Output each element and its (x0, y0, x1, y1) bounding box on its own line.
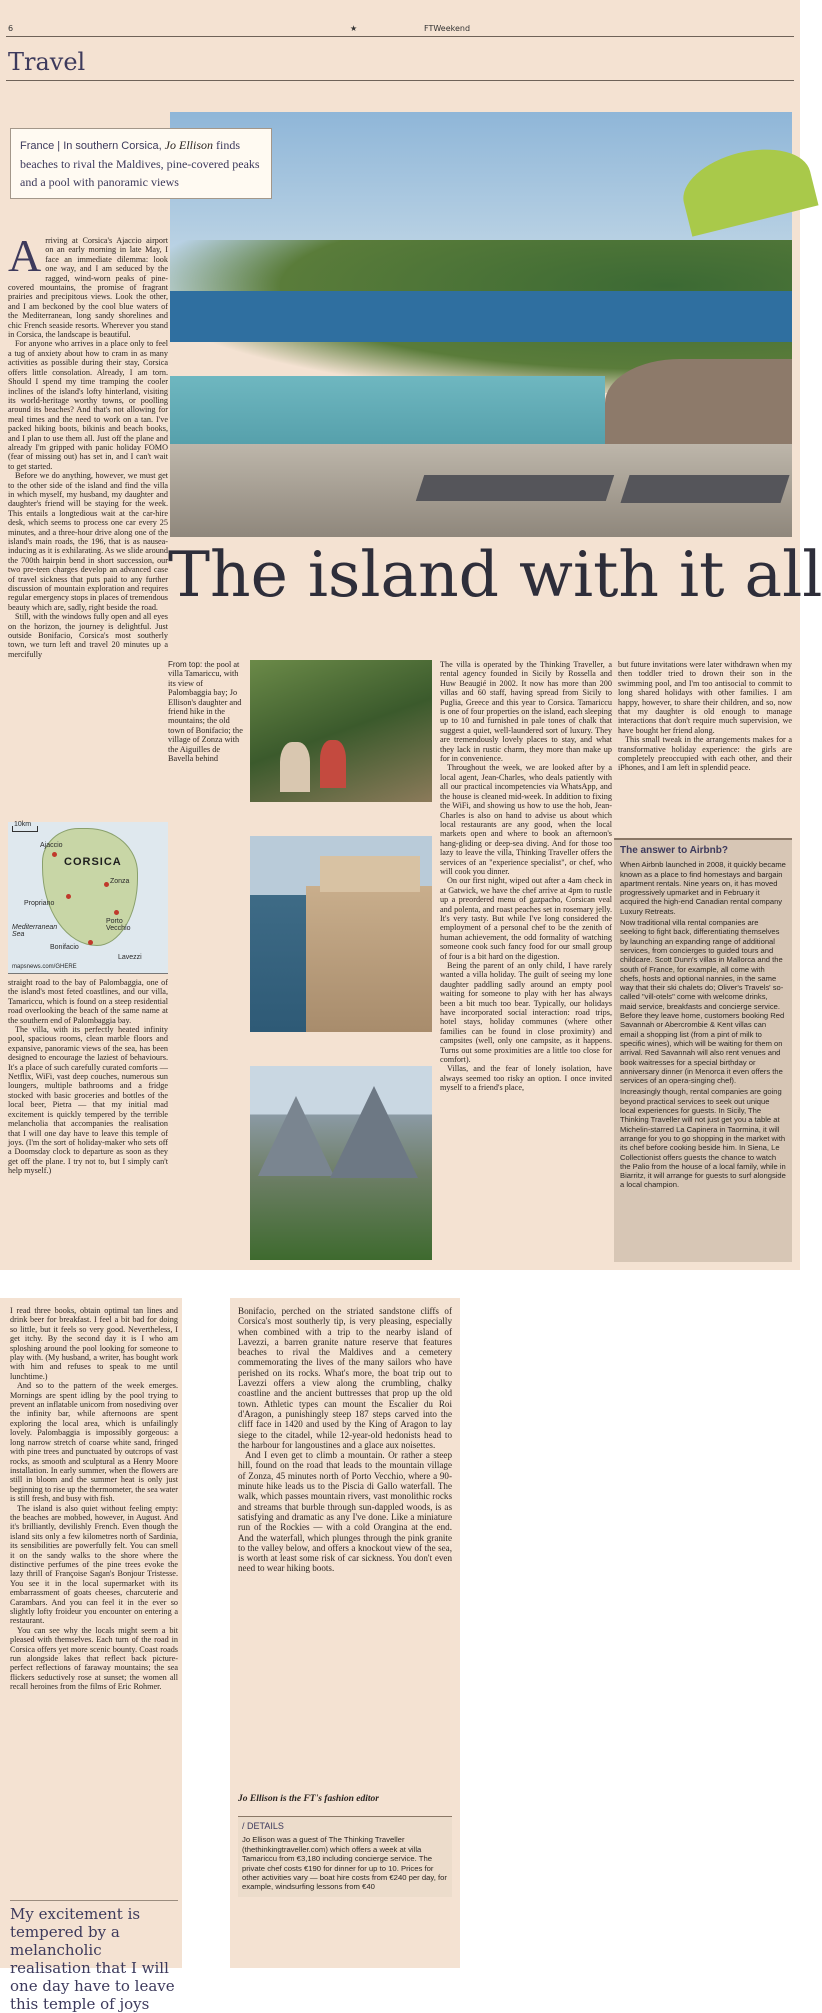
continuation-right (230, 1298, 460, 1968)
edition-label: FTWeekend (424, 24, 471, 33)
header-rule (6, 36, 794, 37)
article-column-3: but future invitations were later withdrawn when my then toddler tried to drown their son in the swimming pool, and I'm too antisocial to commit to long shared holidays with other families. I am happy, however, to share their children, and so, now that my daughter is old enough to manage interactions that don't require much supervision, we have bought her friend along. This small tweak in the arrangements makes for a transformative holiday experience: the girls are completely preoccupied with each other, and their iPhones, and I am left in splendid peace. (618, 660, 792, 773)
page-number: 6 (8, 24, 14, 33)
article-column-1-continued: straight road to the bay of Palombaggia, one of the island's most feted coastlines, and our villa, Tamariccu, which is found on a steep residential road overlooking the beach of the same name at the southern end of Palombaggia bay. The villa, with its perfectly heated infinity pool, spacious rooms, clean marble floors and expansive, panoramic views of the sea, has been designed to encourage the laziest of behaviours. It's a place of such carefully curated comforts — Netflix, WiFi, vast deep couches, numerous sun loungers, multiple bathrooms and a fridge stocked with basic groceries and bottles of the local beer, Pietra — that my initial mad excitement is quickly tempered by the terrible melancholia that accompanies the realisation that I will one day have to leave this temple of joys. (I'm the sort of holiday-maker who sets off a Doomsday clock to departure as soon as they get off the plane. I try not to, but I simply can't help myself.) (8, 978, 168, 1176)
section-rule (6, 80, 794, 81)
map-title: CORSICA (64, 856, 122, 868)
drop-cap: A (8, 230, 42, 281)
standfirst-author: Jo Ellison (164, 138, 213, 152)
pull-quote: My excitement is tempered by a melancholic realisation that I will one day have to leave this temple of joys (10, 1900, 178, 2013)
continuation-right-text: Bonifacio, perched on the striated sandstone cliffs of Corsica's most southerly tip, is very pleasing, especially when combined with a trip to the nearby island of Lavezzi, a barren granite nature reserve that features beaches to rival the Maldives and a cemetery commemorating the lives of the many sailors who have perished on its rocks. What's more, the boat trip out to Lavezzi offers a view along the crumbling, chalky coastline and the ancient buttresses that prop up the old town. Athletic types can mount the Escalier du Roi d'Aragon, a punishingly steep 187 steps carved into the cliff face in 1420 and used by the King of Aragon to lay siege to the citadel, while 12-year-old hedonists head to the harbour for langoustines and a glace aux noisettes. And I even get to climb a mountain. Or rather a steep hill, found on the road that leads to the mountain village of Zonza, 45 minutes north of Porto Vecchio, where a 90-minute hike leads us to the Piscia di Gallo waterfall. The walk, which passes mountain rivers, vast monolithic rocks and streams that burble through sun-dappled woods, is as satisfying and dramatic as any I've done. Like a miniature run of the Rockies — with a cold Orangina at the end. And the waterfall, which plunges through the pink granite to the valley below, and offers a knockout view of the sea, is worth at least some risk of car sickness. You don't even need to wear hiking boots. (238, 1306, 452, 1574)
corsica-map: 10km CORSICA Ajaccio Propriano Zonza Porto Vecchio Bonifacio Lavezzi Mediterranean Sea mapsnews.com/GHERE (8, 822, 168, 974)
details-box (238, 1816, 452, 1897)
continuation-left (0, 1298, 182, 2013)
article-column-2: The villa is operated by the Thinking Traveller, a rental agency founded in Sicily by Rossella and Huw Beaugié in 2002. It now has more than 200 villas and 60 staff, having spread from Sicily to Puglia, Greece and this year to Corsica. Tamariccu is one of four properties on the island, each sleeping up to 10 and furnished in pale tones of chalk that suggest a quiet, well-laundered sort of luxury. They are tremendously lovely places to stay, and what they lack in rustic charm, they more than make up for in convenience. Throughout the week, we are looked after by a local agent, Jean-Charles, who deals patiently with all our practical incompetencies via WhatsApp, and the house is cleaned mid-week. In addition to fixing the WiFi, and showing us how to use the hob, Jean-Charles is also on hand to advise us about which local restaurants are any good, when the local markets open and where to book an afternoon's hang-gliding or deep-sea diving. And for those too lazy to leave the villa, Thinking Traveller offers the services of an "experience specialist", or chef, who will cook you dinner. On our first night, wiped out after a 4am check in at Gatwick, we have the chef arrive at 4pm to rustle up a preordered menu of gazpacho, Corsican veal and polenta, and roast peaches set in rosemary jelly. It's very tasty. But while I've long considered the employment of a personal chef to be the zenith of human achievement, the odd formality of watching someone cook such fancy food for our small group of four is a bit hard on the digestion. Being the parent of an only child, I have rarely wanted a villa holiday. The guilt of seeing my lone daughter paddling sadly around an empty pool waiting for someone to play with her has always been a bit much too bear. Typically, our holidays have incorporated social interaction: road trips, hotel stays, holiday communes (where other families can be found in close proximity) and campsites (well, only one campsite, as it happens. Turns out some proximities are a little too close for comfort). Villas, and the fear of lonely isolation, have always seemed too risky an option. I once invited myself to a friend's place, (440, 660, 612, 1093)
sidebar-title: The answer to Airbnb? (620, 845, 728, 856)
author-byline: Jo Ellison is the FT's fashion editor (238, 1794, 379, 1804)
hiking-photo (250, 660, 432, 802)
standfirst: France | In southern Corsica, Jo Ellison finds beaches to rival the Maldives, pine-covered peaks and a pool with panoramic views (10, 128, 272, 199)
headline: The island with it all (168, 538, 822, 611)
photo-caption: From top: the pool at villa Tamariccu, with its view of Palombaggia bay; Jo Ellison's daughter and friend hike in the mountains; the old town of Bonifacio; the village of Zonza with the Aiguilles de Bavella behind (168, 660, 243, 764)
zonza-photo (250, 1066, 432, 1260)
sidebar-airbnb: The answer to Airbnb? When Airbnb launched in 2008, it quickly became known as a place to find homestays and bargain apartment rentals. Nine years on, it has moved progressively upmarket and in February it acquired the high-end Canadian rental company Luxury Retreats. Now traditional villa rental companies are seeking to fight back, differentiating themselves by launching an expanding range of additional services, from concierges to guided tours and childcare. Scott Dunn's villas in Mallorca and the south of France, for example, all come with chefs, hosts and optional nannies, in the same way that their ski chalets do; Oliver's Travels' so-called "vill-otels" come with welcome drinks, maid service, breakfasts and concierge service. Before they leave home, customers booking Red Savannah or Abercrombie & Kent villas can email a shopping list (from a pint of milk to specific wines), which will be waiting for them on arrival. Red Savannah will also rent venues and book waitresses for a special birthday or anniversary dinner (in Menorca it even offers the services of an opera-singing chef). Increasingly though, rental companies are going beyond practical services to seek out unique local experiences for guests. In Sicily, The Thinking Traveller will not just get you a table at Michelin-starred La Capinera in Taormina, it will arrange for you to go shopping in the market with its chef before cooking beside him. In Siena, Le Collectionist offers guests the chance to watch the Palio from the house of a local family, while in Biarritz, it will arrange for guests to surf alongside a local champion. (614, 838, 792, 1262)
continuation-left-text: I read three books, obtain optimal tan lines and drink beer for breakfast. I feel a bit bad for doing so little, but it feels so very good. Nevertheless, I get itchy. By the second day it is I who am sploshing around the pool looking for someone to play with. (My husband, a writer, has bought work with him and refuses to speak to me until lunchtime.) And so to the pattern of the week emerges. Mornings are spent idling by the pool trying to prevent an inflatable unicorn from nosediving over the infinity bar, while afternoons are spent exploring the local area, which is unfailingly lovely. Palombaggia is impossibly gorgeous: a long narrow stretch of coarse white sand, fringed with pine trees and punctuated by outcrops of vast rocks, as smooth and sculptural as a Henry Moore installation. In early summer, when the flowers are still in bloom and the summer heat is only just beginning to rise up the thermometer, the sea water is still fresh, and busy with fish. The island is also quiet without feeling empty: the beaches are mobbed, however, in August. And it's brilliantly, devilishly French. Even though the island sits only a few kilometres north of Sardinia, its sensibilities are powerfully felt. You can smell it on the sandy walks to the shore where the distinctive perfumes of the pine trees evoke the lazy thrill of Françoise Sagan's Bonjour Tristesse. You see it in the local supermarket with its embarrassment of goats cheeses, charcuterie and Carambars. And you can feel it in the ever so slightly lofty froideur you encounter on entering a restaurant. You can see why the locals might seem a bit pleased with themselves. Each turn of the road in Corsica offers yet more scenic bounty. Coast roads run alongside lakes that reflect back picture-perfect reflections of faraway mountains; the sea flickers seductively rose at sunset; the women all recall heroines from the films of Eric Rohmer. (10, 1306, 178, 1692)
details-heading: / DETAILS (242, 1821, 284, 1831)
bonifacio-photo (250, 836, 432, 1032)
details-text: Jo Ellison was a guest of The Thinking Traveller (thethinkingtraveller.com) which offers a week at villa Tamariccu from €3,180 including concierge service. The private chef costs €190 for dinner for up to 10. Prices for other activities vary — boat hire costs from €240 per day, for example, windsurfing lessons from €40 (242, 1835, 447, 1892)
article-column-1: A rriving at Corsica's Ajaccio airport on an early morning in late May, I face an immediate dilemma: look one way, and I am seduced by the ragged, wind-worn peaks of pine-covered mountains, the promise of fragrant prairies and precipitous views. Look the other, and I am beckoned by the cool blue waters of the Mediterranean, long sandy shorelines and chic French seaside resorts. Wherever you stand in Corsica, the landscape is beautiful. For anyone who arrives in a place only to feel a tug of anxiety about how to cram in as many activities as possible during their stay, Corsica offers little consolation. Already, I am torn. Should I spend my time tramping the cooler inclines of the island's lofty hinterland, visiting its world-heritage worthy towns, or poolling around its beaches? And that's not allowing for meal times and the need to work on a tan. I've packed hiking boots, bikinis and beach books, and I plan to use them all. Just off the plane and already I'm gripped with panic holiday FOMO (fear of missing out) has set in, and I can't wait to get started. Before we do anything, however, we must get to the other side of the island and find the villa in which myself, my husband, my daughter and daughter's friend will be staying for the week. This entails a longtedious wait at the car-hire desk, which seems to process one car every 25 minutes, and a three-hour drive along one of the island's main roads, the 196, that is as nausea-inducing as it is exhilarating. As we slide around the 700th hairpin bend in short succession, our two pre-teen charges develop an advanced case of travel sickness that puts paid to any further discussion of mountain exploration and requires regular emergency stops in places of tremendous beauty which are, sadly, right beside the road. Still, with the windows fully open and all eyes on the horizon, the journey is delightful. Just outside Bonifacio, Corsica's most southerly town, we turn left and travel 20 minutes up a mercifully (8, 230, 168, 659)
star-ornament: ★ (350, 24, 358, 33)
section-title: Travel (8, 48, 86, 76)
